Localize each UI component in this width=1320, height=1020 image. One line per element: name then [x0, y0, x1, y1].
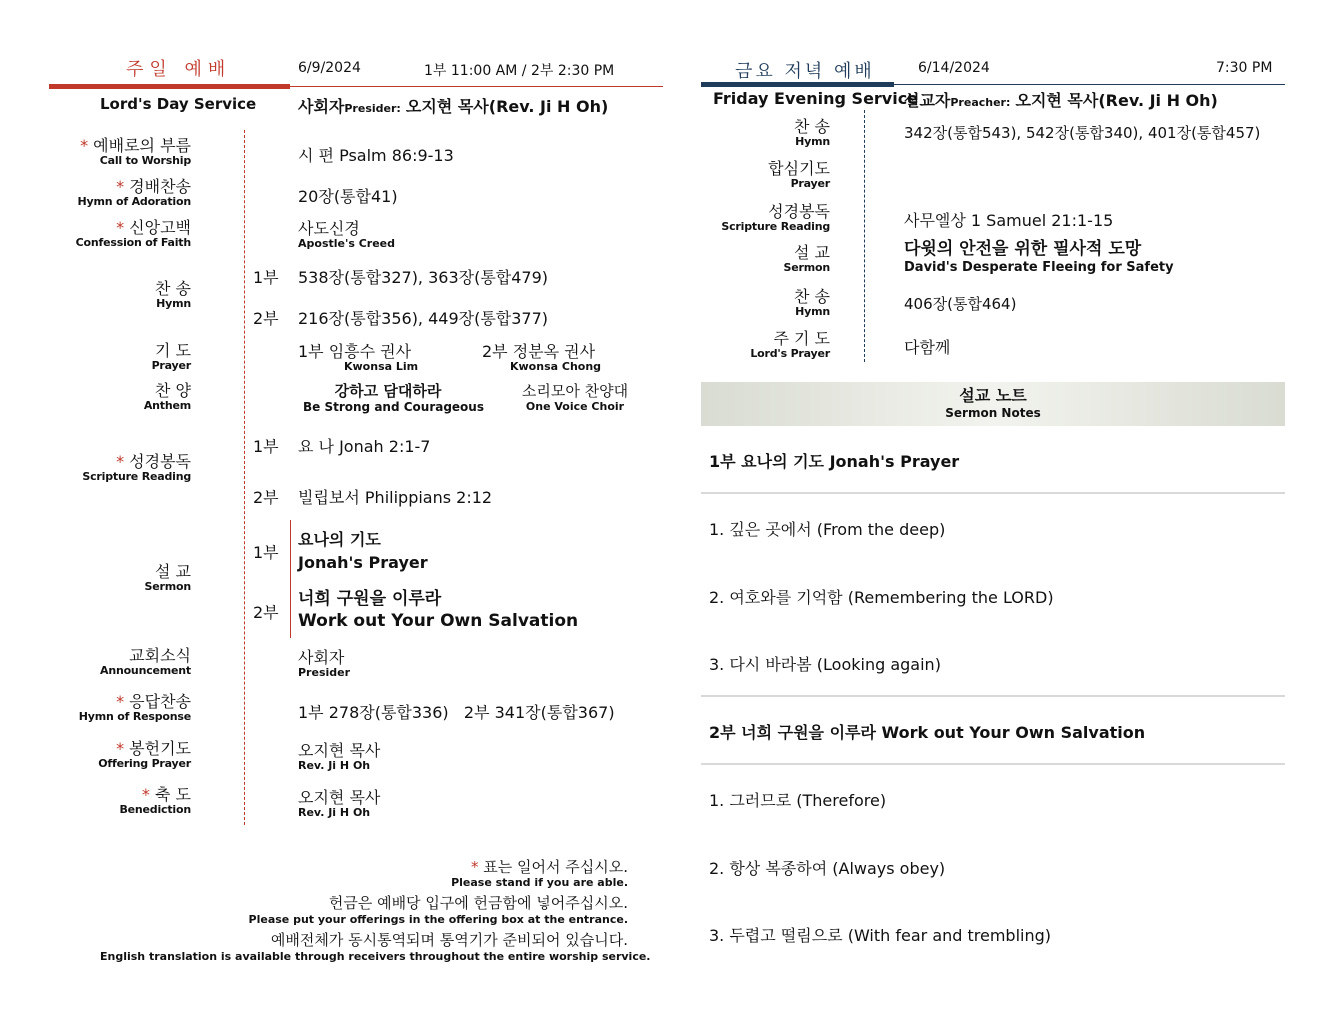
friday-label-ko: 합심기도: [768, 159, 830, 178]
sunday-label-ko: 찬 송: [155, 279, 191, 298]
friday-label-ko: 찬 송: [794, 287, 830, 306]
offering-prayer-ko: 오지현 목사: [298, 741, 381, 760]
sunday-label-ko: 신앙고백: [129, 218, 191, 237]
sermon-part1-ko: 요나의 기도: [298, 530, 381, 549]
notes-section2-title: 2부 너희 구원을 이루라 Work out Your Own Salvation: [709, 723, 1146, 742]
call-to-worship-value: 시 편 Psalm 86:9-13: [298, 146, 454, 165]
scripture-part1-value: 요 나 Jonah 2:1-7: [298, 437, 431, 456]
sermon-bracket: [290, 520, 291, 638]
benediction-en: Rev. Ji H Oh: [298, 806, 371, 819]
friday-lords-prayer-value: 다함께: [904, 338, 951, 357]
sunday-header-rule: [290, 86, 663, 87]
sunday-label-en: Hymn: [156, 297, 191, 310]
sunday-label-6: [31, 453, 191, 483]
scripture-part2-value: 빌립보서 Philippians 2:12: [298, 488, 493, 507]
notes-section1-title: 1부 요나의 기도 Jonah's Prayer: [709, 452, 960, 471]
hymn-adoration-value: 20장(통합41): [298, 187, 398, 206]
response-hymn-value: 1부 278장(통합336) 2부 341장(통합367): [298, 703, 615, 722]
sermon-part1-value: [298, 528, 428, 574]
choir-en: One Voice Choir: [525, 400, 625, 413]
sunday-label-en: Hymn of Response: [78, 710, 191, 723]
announcement-en: Presider: [298, 666, 351, 679]
scripture-part1-marker: 1부: [253, 437, 279, 456]
sunday-label-en: Prayer: [151, 359, 191, 372]
sunday-title-en: Lord's Day Service: [100, 95, 257, 113]
choir-ko: 소리모아 찬양대: [521, 382, 629, 400]
friday-sermon-en: David's Desperate Fleeing for Safety: [904, 260, 1174, 275]
hymn-part1-value: 538장(통합327), 363장(통합479): [298, 268, 549, 287]
friday-label-1: [670, 160, 830, 190]
friday-hymn2-value: 406장(통합464): [904, 295, 1017, 313]
friday-label-en: Lord's Prayer: [750, 347, 830, 360]
sermon-notes-header: [701, 382, 1285, 426]
notes-section2-point1: 1. 그러므로 (Therefore): [709, 791, 887, 810]
benediction-ko: 오지현 목사: [298, 788, 381, 807]
notes-section1-point2: 2. 여호와를 기억함 (Remembering the LORD): [709, 588, 1054, 607]
friday-preacher: [904, 88, 1218, 111]
prayer-part2-ko: 2부 정분옥 권사: [482, 342, 596, 361]
sunday-label-en: Anthem: [143, 399, 191, 412]
friday-label-en: Prayer: [790, 177, 830, 190]
sunday-label-ko: 찬 양: [155, 381, 191, 400]
preacher-name: 오지현 목사(Rev. Ji H Oh): [1015, 91, 1218, 110]
notes-divider-1: [701, 492, 1285, 494]
sunday-label-en: Confession of Faith: [75, 236, 191, 249]
footer-stand-en: Please stand if you are able.: [451, 876, 628, 889]
footer-star: *: [471, 858, 479, 876]
footer-notes: [100, 858, 651, 964]
hymn-part1-marker: 1부: [253, 268, 279, 287]
friday-title-ko: 금요 저녁 예배: [735, 61, 875, 82]
friday-label-3: [670, 244, 830, 274]
announcement-ko: 사회자: [298, 648, 345, 667]
offering-prayer-value: [298, 741, 380, 772]
stand-star: *: [116, 692, 130, 711]
sunday-label-ko: 교회소식: [129, 646, 191, 665]
hymn-part2-marker: 2부: [253, 309, 279, 328]
friday-hymn1-value: 342장(통합543), 542장(통합340), 401장(통합457): [904, 124, 1261, 142]
sunday-label-11: [31, 786, 191, 816]
friday-label-0: [670, 118, 830, 148]
anthem-value: [303, 382, 484, 414]
sunday-divider: [244, 130, 245, 825]
stand-star: *: [116, 452, 130, 471]
footer-stand-ko: 표는 일어서 주십시오.: [483, 858, 628, 876]
footer-offering-en: Please put your offerings in the offering box at the entrance.: [248, 913, 628, 926]
sunday-label-en: Scripture Reading: [82, 470, 191, 483]
footer-translation-ko: 예배전체가 동시통역되며 통역기가 준비되어 있습니다.: [270, 931, 628, 949]
notes-section2-point2: 2. 항상 복종하여 (Always obey): [709, 859, 946, 878]
friday-label-2: [670, 203, 830, 233]
choir-value: [515, 382, 635, 413]
anthem-ko: 강하고 담대하라: [334, 382, 442, 400]
friday-sermon-ko: 다윗의 안전을 위한 필사적 도망: [904, 239, 1142, 259]
creed-value: [298, 219, 395, 250]
sunday-label-ko: 성경봉독: [129, 452, 191, 471]
friday-divider: [864, 110, 865, 362]
friday-label-5: [670, 330, 830, 360]
friday-label-en: Scripture Reading: [721, 220, 830, 233]
sermon-notes-title-ko: 설교 노트: [959, 386, 1027, 405]
sunday-label-ko: 응답찬송: [129, 692, 191, 711]
offering-prayer-en: Rev. Ji H Oh: [298, 759, 371, 772]
sunday-title-underline: [49, 84, 290, 89]
notes-divider-3: [701, 763, 1285, 765]
scripture-part2-marker: 2부: [253, 488, 279, 507]
sunday-title-ko: 주일 예배: [126, 59, 232, 80]
sunday-label-0: [31, 137, 191, 167]
sunday-label-ko: 설 교: [155, 562, 191, 581]
notes-divider-2: [701, 695, 1285, 697]
stand-star: *: [141, 785, 155, 804]
presider-label-en: Presider:: [344, 102, 401, 115]
sunday-label-en: Call to Worship: [99, 154, 191, 167]
sunday-label-ko: 봉헌기도: [129, 739, 191, 758]
sunday-label-2: [31, 219, 191, 249]
stand-star: *: [116, 218, 130, 237]
preacher-label-en: Preacher:: [950, 96, 1011, 109]
notes-section2-point3: 3. 두렵고 떨림으로 (With fear and trembling): [709, 926, 1052, 945]
sermon-part1-en: Jonah's Prayer: [298, 553, 428, 572]
stand-star: *: [116, 739, 130, 758]
friday-header-rule: [894, 84, 1285, 85]
friday-label-ko: 설 교: [794, 243, 830, 262]
prayer-part2: [482, 342, 601, 373]
sermon-notes-title-en: Sermon Notes: [945, 406, 1041, 420]
sunday-label-ko: 경배찬송: [129, 177, 191, 196]
sermon-part1-marker: 1부: [253, 543, 279, 562]
sunday-label-en: Sermon: [144, 580, 191, 593]
preacher-label: 설교자: [904, 91, 951, 110]
anthem-en: Be Strong and Courageous: [303, 400, 484, 414]
friday-label-ko: 찬 송: [794, 117, 830, 136]
sunday-label-8: [31, 647, 191, 677]
friday-label-ko: 주 기 도: [773, 329, 830, 348]
sunday-presider: [298, 94, 608, 117]
friday-label-ko: 성경봉독: [768, 202, 830, 221]
sermon-part2-value: [298, 588, 578, 632]
footer-offering-ko: 헌금은 예배당 입구에 헌금함에 넣어주십시오.: [328, 894, 628, 912]
creed-en: Apostle's Creed: [298, 237, 396, 250]
sunday-label-ko: 기 도: [155, 341, 191, 360]
stand-star: *: [116, 177, 130, 196]
friday-time: 7:30 PM: [1216, 60, 1273, 76]
creed-ko: 사도신경: [298, 219, 360, 238]
stand-star: *: [80, 136, 94, 155]
sunday-label-10: [31, 740, 191, 770]
sunday-label-4: [31, 342, 191, 372]
notes-section1-point1: 1. 깊은 곳에서 (From the deep): [709, 520, 946, 539]
sunday-label-ko: 예배로의 부름: [93, 136, 191, 155]
friday-title-en: Friday Evening Service: [713, 89, 919, 108]
sunday-label-5: [31, 382, 191, 412]
prayer-part1-en: Kwonsa Lim: [344, 360, 419, 373]
friday-date: 6/14/2024: [918, 60, 990, 76]
sermon-part2-en: Work out Your Own Salvation: [298, 611, 579, 631]
sunday-label-en: Offering Prayer: [98, 757, 191, 770]
sunday-label-ko: 축 도: [155, 785, 191, 804]
prayer-part1: [298, 342, 418, 373]
sunday-label-7: [31, 563, 191, 593]
friday-label-4: [670, 288, 830, 318]
presider-label: 사회자: [298, 97, 345, 116]
sunday-label-3: [31, 280, 191, 310]
notes-section1-point3: 3. 다시 바라봄 (Looking again): [709, 655, 941, 674]
prayer-part2-en: Kwonsa Chong: [510, 360, 602, 373]
benediction-value: [298, 788, 380, 819]
announcement-value: [298, 648, 350, 679]
sunday-label-9: [31, 693, 191, 723]
friday-label-en: Sermon: [783, 261, 830, 274]
sunday-label-en: Hymn of Adoration: [77, 195, 191, 208]
sunday-label-1: [31, 178, 191, 208]
sunday-times: 1부 11:00 AM / 2부 2:30 PM: [424, 63, 615, 79]
sunday-label-en: Announcement: [100, 664, 191, 677]
hymn-part2-value: 216장(통합356), 449장(통합377): [298, 309, 549, 328]
sermon-part2-ko: 너희 구원을 이루라: [298, 589, 442, 609]
footer-translation-en: English translation is available through receivers throughout the entire worship service.: [100, 950, 651, 963]
sermon-part2-marker: 2부: [253, 603, 279, 622]
friday-title-underline: [701, 82, 894, 87]
friday-scripture-value: 사무엘상 1 Samuel 21:1-15: [904, 211, 1114, 230]
friday-label-en: Hymn: [795, 305, 830, 318]
sunday-label-en: Benediction: [119, 803, 191, 816]
presider-name: 오지현 목사(Rev. Ji H Oh): [405, 97, 609, 116]
friday-sermon-value: [904, 238, 1174, 276]
friday-label-en: Hymn: [795, 135, 830, 148]
prayer-part1-ko: 1부 임흥수 권사: [298, 342, 412, 361]
sunday-date: 6/9/2024: [298, 60, 361, 76]
